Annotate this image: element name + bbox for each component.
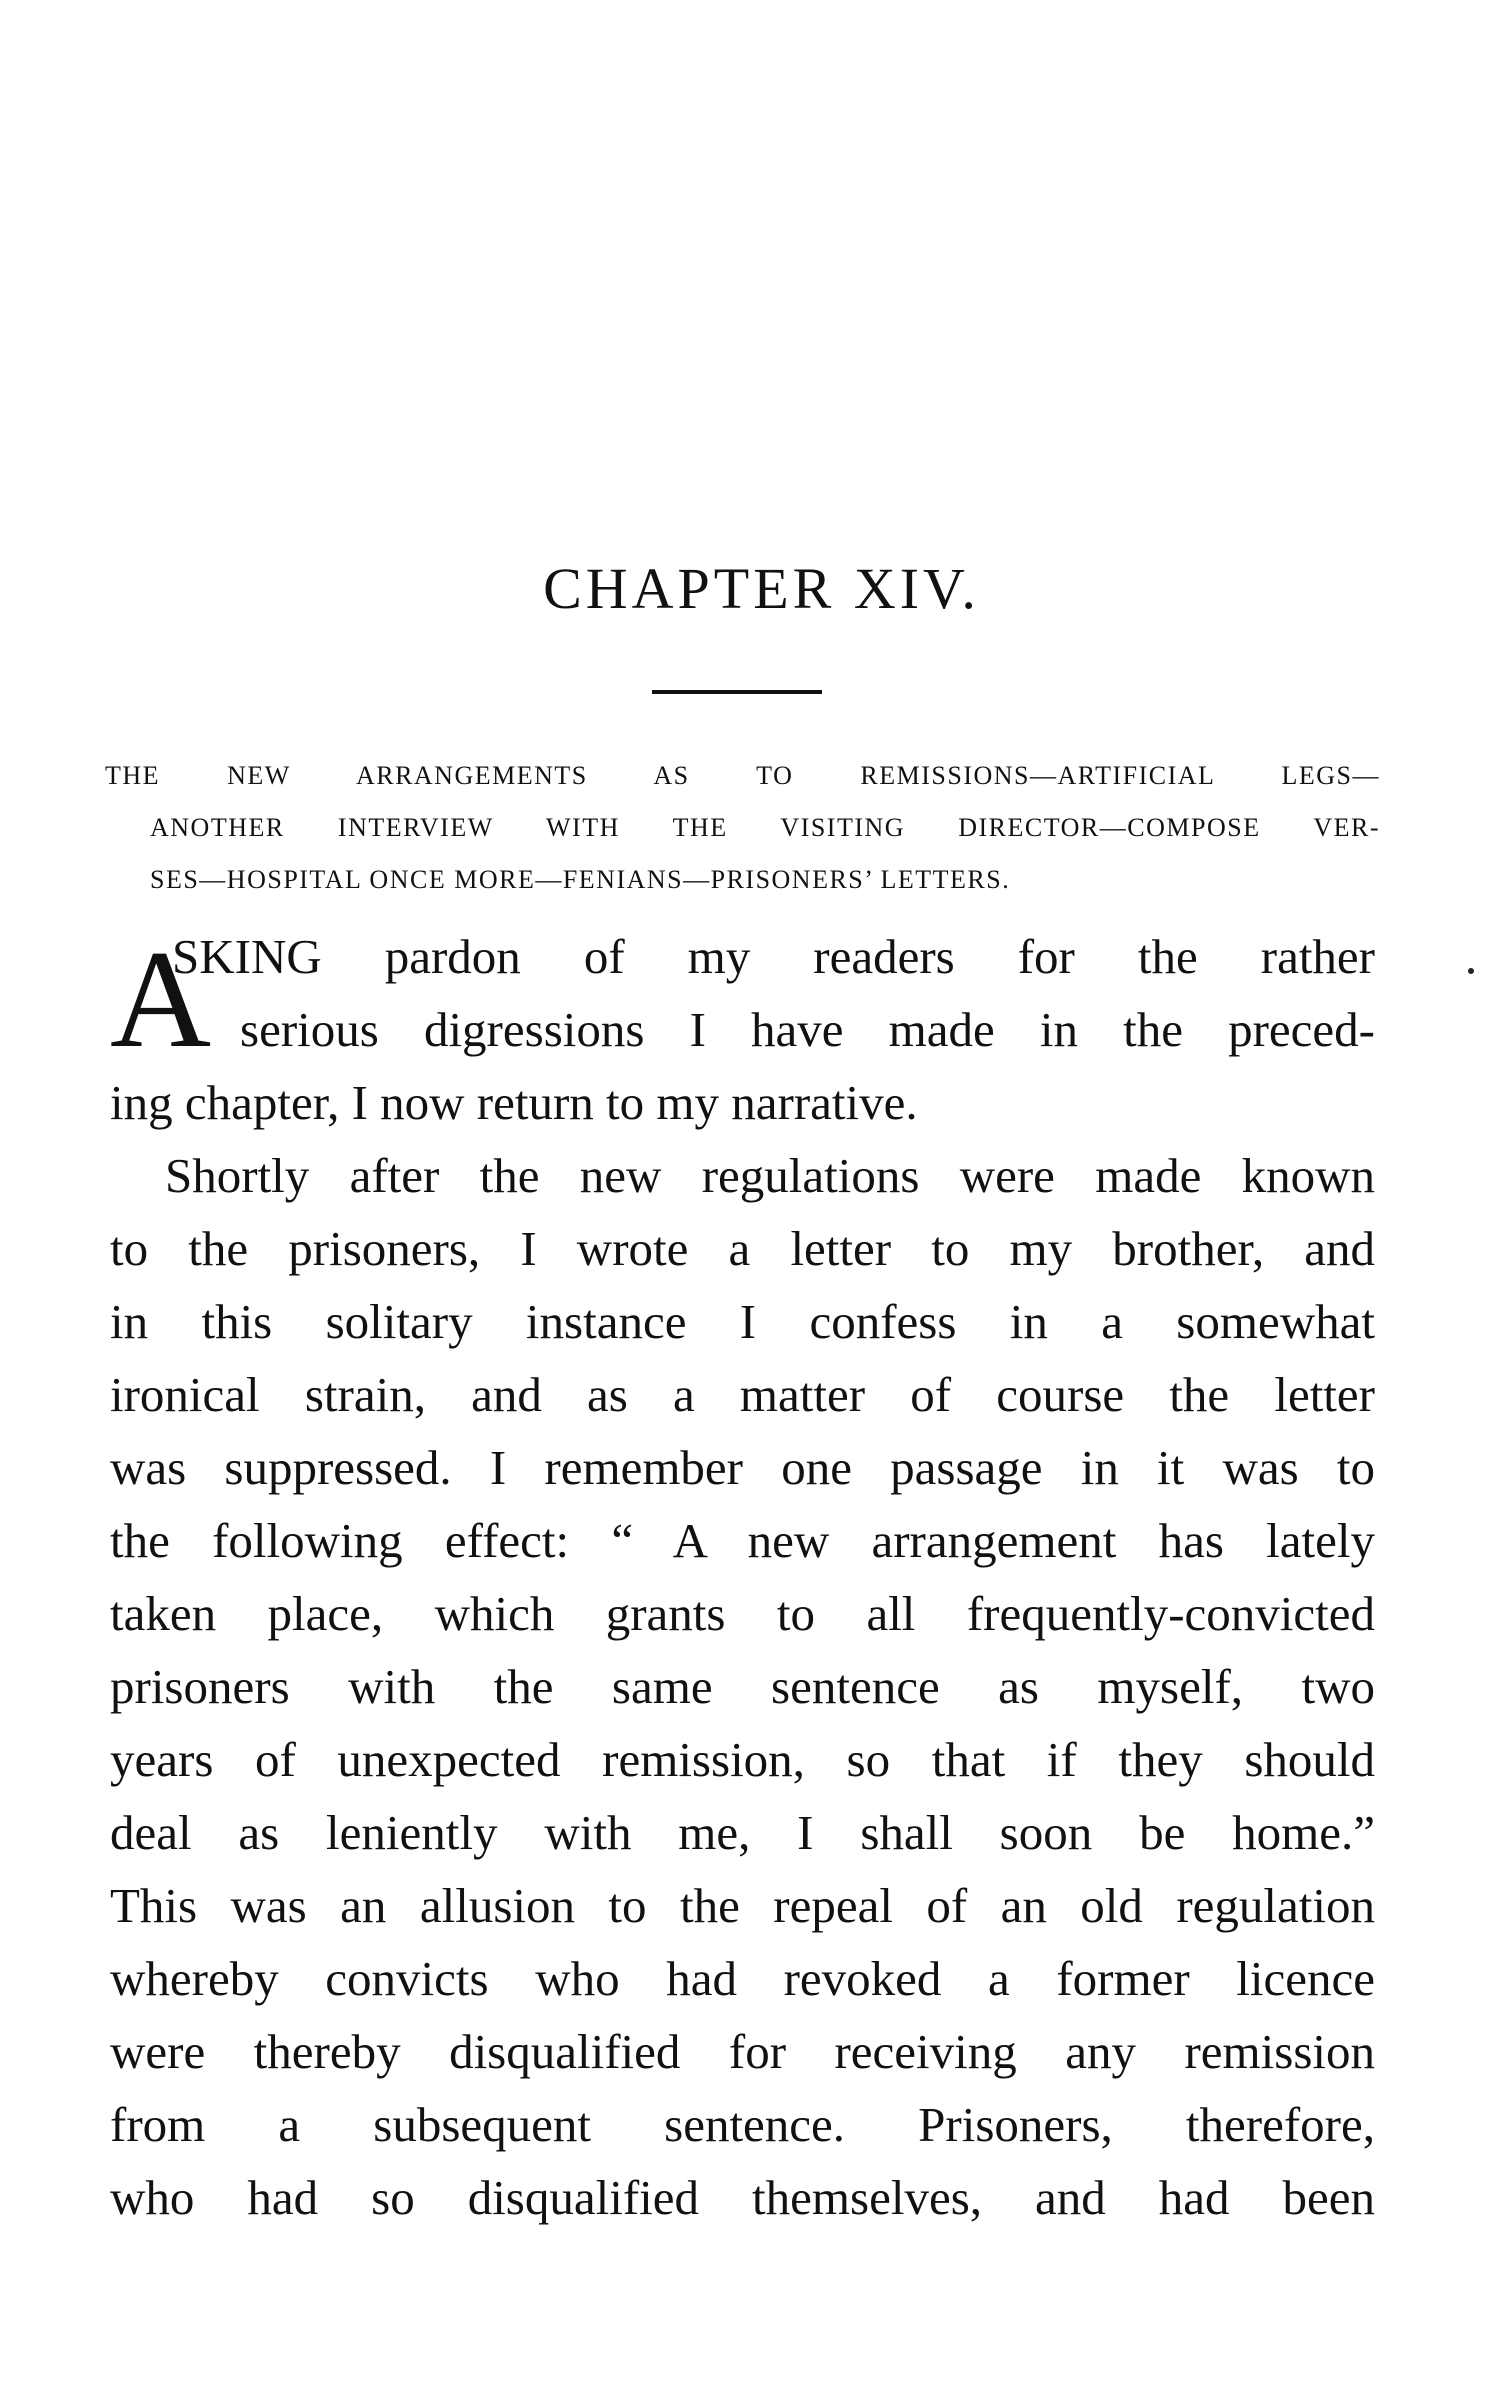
chapter-summary xyxy=(105,750,1380,906)
text-line: to the prisoners, I wrote a letter to my brother, and xyxy=(110,1221,1375,1276)
opening-paragraph xyxy=(110,920,1375,1139)
print-speck xyxy=(1468,968,1474,974)
chapter-body xyxy=(110,920,1375,2234)
text-line: whereby convicts who had revoked a former licence xyxy=(110,1951,1375,2006)
text-line: ironical strain, and as a matter of course the letter xyxy=(110,1367,1375,1422)
text-line: deal as leniently with me, I shall soon be home.” xyxy=(110,1805,1375,1860)
text-line: This was an allusion to the repeal of an old regulation xyxy=(110,1878,1375,1933)
chapter-title: CHAPTER XIV. xyxy=(543,556,980,621)
text-line: was suppressed. I remember one passage in it was to xyxy=(110,1440,1375,1495)
summary-line: ANOTHER INTERVIEW WITH THE VISITING DIRECTOR—COMPOSE VER- xyxy=(150,813,1380,842)
text-line: the following effect: “ A new arrangement has lately xyxy=(110,1513,1375,1568)
title-rule xyxy=(652,690,822,694)
drop-cap: A xyxy=(110,922,212,1077)
text-line: prisoners with the same sentence as myself, two xyxy=(110,1659,1375,1714)
text-line: taken place, which grants to all frequently-convicted xyxy=(110,1586,1375,1641)
text-line: in this solitary instance I confess in a somewhat xyxy=(110,1294,1375,1349)
text-line: years of unexpected remission, so that if they should xyxy=(110,1732,1375,1787)
summary-line: SES—HOSPITAL ONCE MORE—FENIANS—PRISONERS’ LETTERS. xyxy=(150,865,1011,894)
text-line: who had so disqualified themselves, and had been xyxy=(110,2170,1375,2225)
text-line: ing chapter, I now return to my narrative. xyxy=(110,1075,918,1130)
text-line: from a subsequent sentence. Prisoners, therefore, xyxy=(110,2097,1375,2152)
text-line: Shortly after the new regulations were made known xyxy=(165,1148,1375,1203)
text-line: SKING pardon of my readers for the rather xyxy=(172,929,1375,984)
text-line: serious digressions I have made in the preced- xyxy=(240,1002,1375,1057)
text-line: were thereby disqualified for receiving any remission xyxy=(110,2024,1375,2079)
summary-line: THE NEW ARRANGEMENTS AS TO REMISSIONS—ARTIFICIAL LEGS— xyxy=(105,761,1380,790)
